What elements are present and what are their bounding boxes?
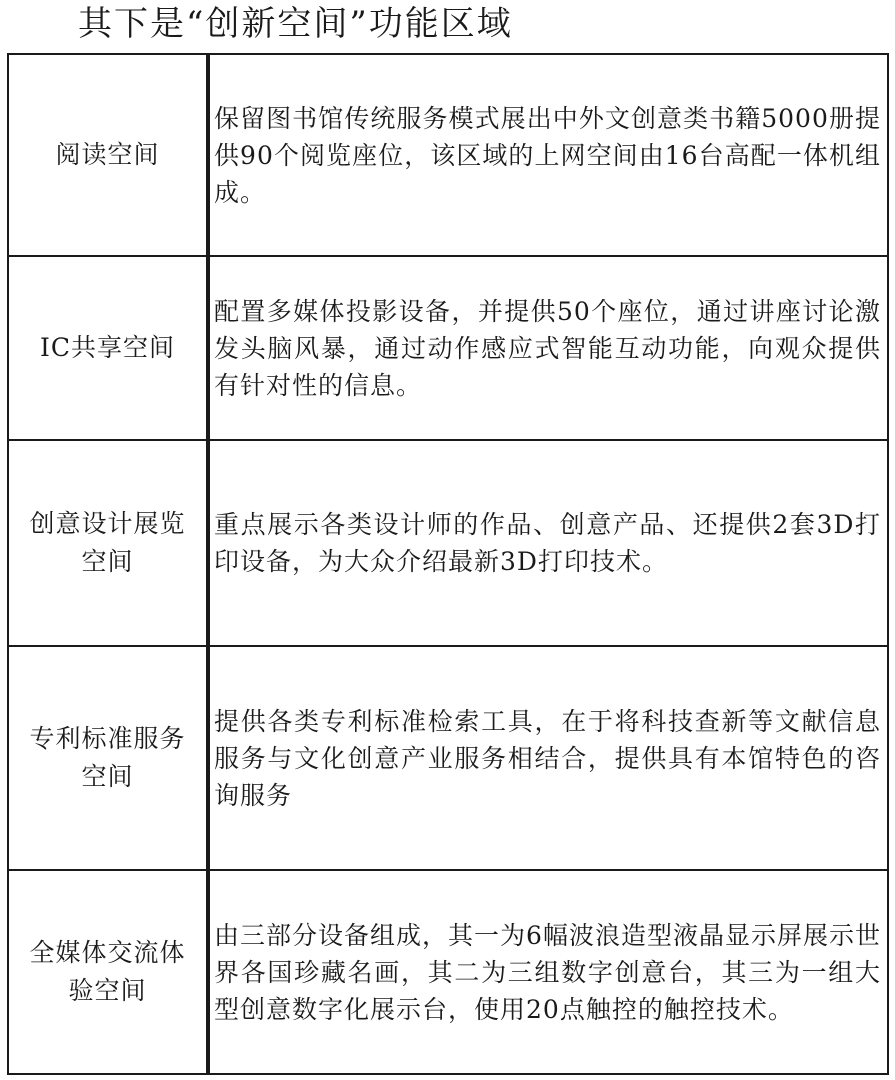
zone-description: 由三部分设备组成，其一为6幅波浪造型液晶显示屏展示世界各国珍藏名画，其二为三组数字创意台，其三为一组大型创意数字化展示台，使用20点触控的触控技术。 [214,920,881,1024]
zone-name: 专利标准服务空间 [8,646,208,870]
zone-description: 配置多媒体投影设备，并提供50个座位，通过讲座讨论激发头脑风暴，通过动作感应式智能互动功能，向观众提供有针对性的信息。 [214,296,881,400]
zone-description-cell [208,870,888,1074]
zone-description: 保留图书馆传统服务模式展出中外文创意类书籍5000册提供90个阅览座位，该区域的上网空间由16台高配一体机组成。 [214,103,881,207]
table-row [8,870,888,1074]
table-row [8,440,888,646]
zone-description-cell [208,646,888,870]
zone-description-cell [208,54,888,256]
table-row [8,256,888,440]
zone-name: IC共享空间 [8,256,208,440]
zone-name: 全媒体交流体验空间 [8,870,208,1074]
table-row [8,646,888,870]
function-zones-table [7,53,889,1075]
zone-description: 重点展示各类设计师的作品、创意产品、还提供2套3D打印设备，为大众介绍最新3D打印技术。 [214,510,881,576]
table-row [8,54,888,256]
zone-name: 阅读空间 [8,54,208,256]
page-title: 其下是“创新空间”功能区域 [78,4,513,44]
zone-description-cell [208,440,888,646]
zone-name: 创意设计展览空间 [8,440,208,646]
zone-description: 提供各类专利标准检索工具，在于将科技查新等文献信息服务与文化创意产业服务相结合，提供具有本馆特色的咨询服务 [214,706,881,810]
zone-description-cell [208,256,888,440]
